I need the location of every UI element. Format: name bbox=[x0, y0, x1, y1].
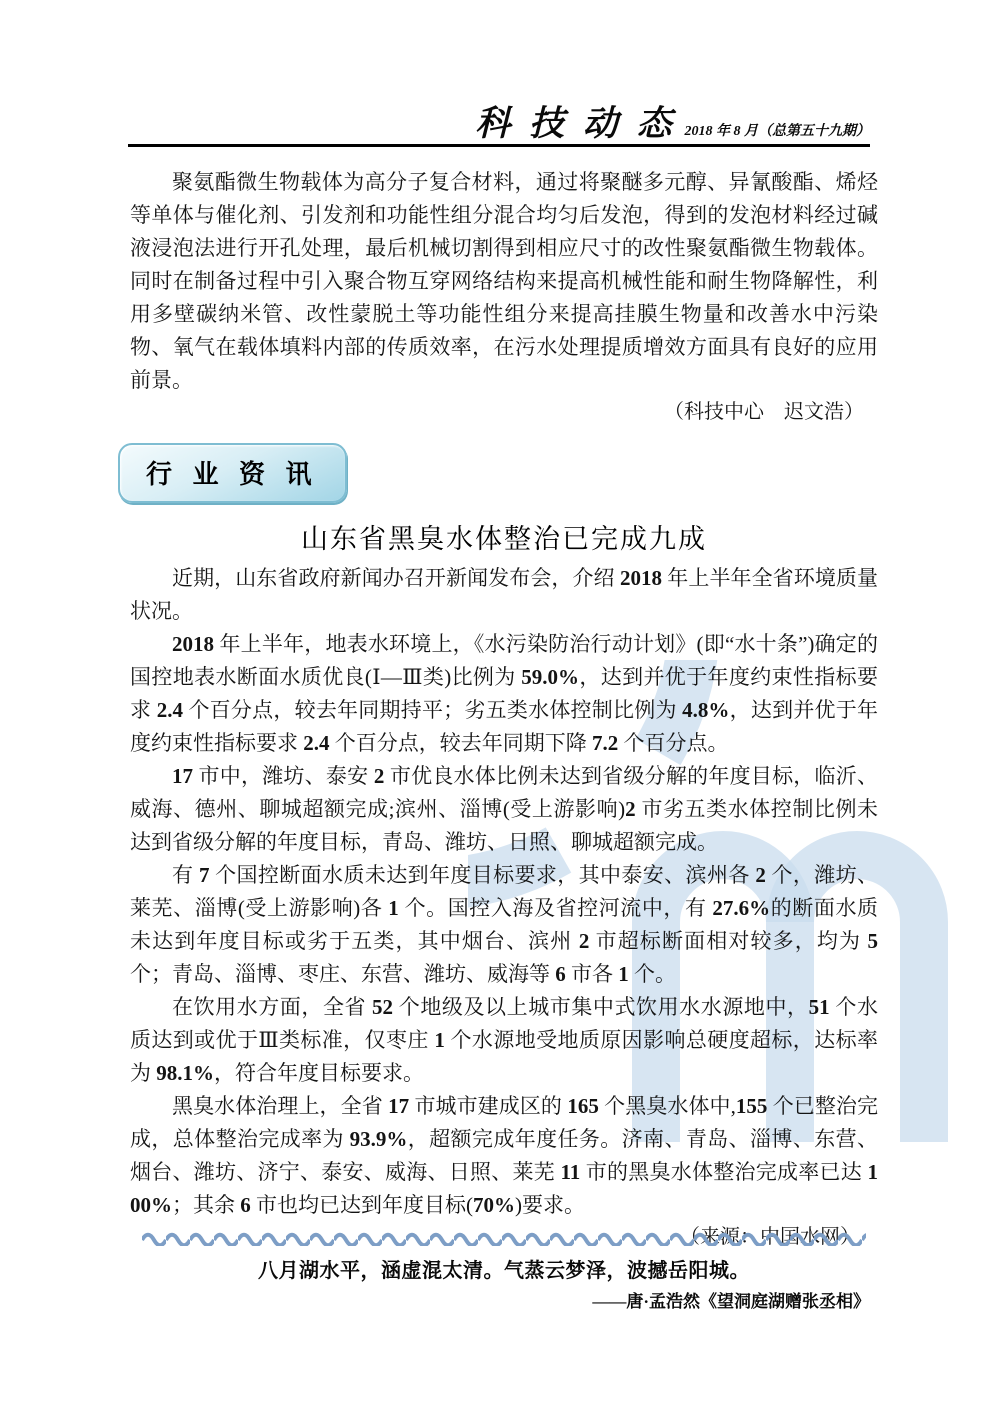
footer-poem-attribution: ——唐·孟浩然《望洞庭湖赠张丞相》 bbox=[592, 1292, 870, 1311]
article2-paragraph: 黑臭水体治理上，全省 17 市城市建成区的 165 个黑臭水体中,155 个已整治完成，总体整治完成率为 93.9%，超额完成年度任务。济南、青岛、淄博、东营、烟台、潍坊、济宁、泰安、威海、日照、莱芜 11 市的黑臭水体整治完成率已达 100%；其余 6 市也均已达到年度目标(70%)要求。 bbox=[130, 1094, 879, 1217]
masthead bbox=[475, 96, 870, 146]
article2-paragraph: 有 7 个国控断面水质未达到年度目标要求，其中泰安、滨州各 2 个，潍坊、莱芜、淄博(受上游影响)各 1 个。国控入海及省控河流中，有 27.6%的断面水质未达到年度目标或劣于五类，其中烟台、滨州 2 市超标断面相对较多，均为 5 个；青岛、淄博、枣庄、东营、潍坊、威海等 6 市各 1 个。 bbox=[130, 863, 879, 986]
article2-paragraph: 2018 年上半年，地表水环境上，《水污染防治行动计划》(即“水十条”)确定的国控地表水断面水质优良(Ⅰ—Ⅲ类)比例为 59.0%，达到并优于年度约束性指标要求 2.4 个百分点，较去年同期持平；劣五类水体控制比例为 4.8%，达到并优于年度约束性指标要求 2.4 个百分点，较去年同期下降 7.2 个百分点。 bbox=[130, 632, 879, 755]
footer-poem: 八月湖水平，涵虚混太清。气蒸云梦泽，波撼岳阳城。 bbox=[258, 1260, 750, 1282]
page-footer bbox=[130, 1232, 878, 1312]
masthead-rule bbox=[128, 144, 870, 147]
page-body bbox=[130, 166, 878, 1252]
article2-paragraph: 在饮用水方面，全省 52 个地级及以上城市集中式饮用水水源地中，51 个水质达到或优于Ⅲ类标准，仅枣庄 1 个水源地受地质原因影响总硬度超标，达标率为 98.1%，符合年度目标要求。 bbox=[130, 995, 878, 1085]
issue-info: 2018 年 8 月（总第五十九期） bbox=[684, 124, 870, 139]
article2-paragraph: 17 市中，潍坊、泰安 2 市优良水体比例未达到省级分解的年度目标，临沂、威海、德州、聊城超额完成;滨州、淄博(受上游影响)2 市劣五类水体控制比例未达到省级分解的年度目标，青岛、潍坊、日照、聊城超额完成。 bbox=[130, 764, 879, 854]
section-badge-industry-news: 行 业 资 讯 bbox=[118, 443, 347, 503]
article1-byline: （科技中心 迟文浩） bbox=[664, 401, 864, 423]
newsletter-title: 科 技 动 态 bbox=[475, 104, 677, 143]
article2-paragraph: 近期，山东省政府新闻办召开新闻发布会，介绍 2018 年上半年全省环境质量状况。 bbox=[130, 566, 878, 623]
article1-paragraph: 聚氨酯微生物载体为高分子复合材料，通过将聚醚多元醇、异氰酸酯、烯烃等单体与催化剂、引发剂和功能性组分混合均匀后发泡，得到的发泡材料经过碱液浸泡法进行开孔处理，最后机械切割得到相应尺寸的改性聚氨酯微生物载体。同时在制备过程中引入聚合物互穿网络结构来提高机械性能和耐生物降解性，利用多壁碳纳米管、改性蒙脱土等功能性组分来提高挂膜生物量和改善水中污染物、氧气在载体填料内部的传质效率，在污水处理提质增效方面具有良好的应用前景。 bbox=[130, 170, 878, 392]
wave-divider-icon bbox=[142, 1232, 866, 1246]
article2-title: 山东省黑臭水体整治已完成九成 bbox=[301, 524, 707, 554]
